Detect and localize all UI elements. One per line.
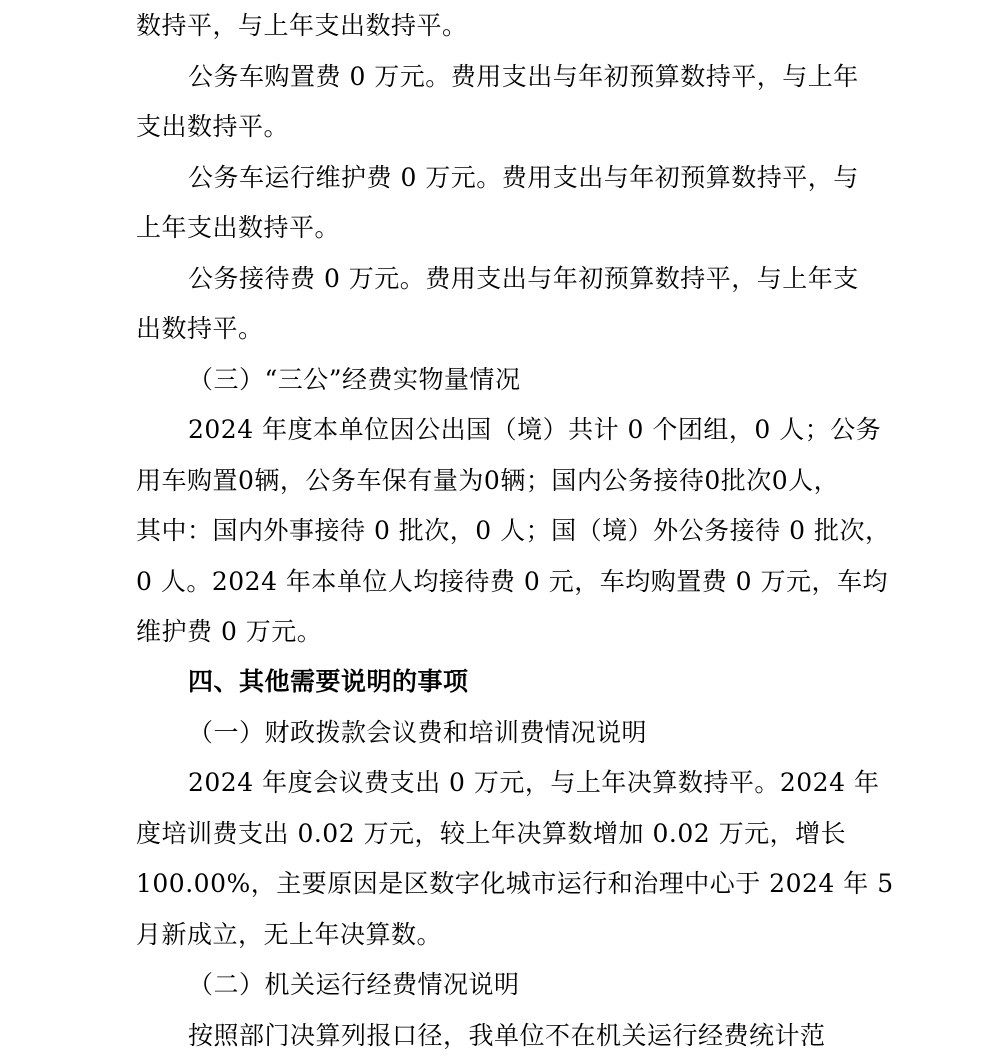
paragraph-line: 100.00%，主要原因是区数字化城市运行和治理中心于 2024 年 5 [136, 869, 894, 898]
paragraph-line: 度培训费支出 0.02 万元，较上年决算数增加 0.02 万元，增长 [136, 819, 847, 848]
paragraph-line: 月新成立，无上年决算数。 [136, 920, 443, 949]
paragraph-line: 公务车购置费 0 万元。费用支出与年初预算数持平，与上年 [188, 62, 859, 91]
paragraph-line: 上年支出数持平。 [136, 213, 341, 242]
paragraph-line: 0 人。2024 年本单位人均接待费 0 元，车均购置费 0 万元，车均 [136, 567, 889, 596]
paragraph-line: 2024 年度会议费支出 0 万元，与上年决算数持平。2024 年 [188, 768, 880, 797]
paragraph-line: 公务接待费 0 万元。费用支出与年初预算数持平，与上年支 [188, 264, 859, 293]
paragraph-line: 数持平，与上年支出数持平。 [136, 11, 468, 40]
paragraph-line: 2024 年度本单位因公出国（境）共计 0 个团组，0 人；公务 [188, 415, 882, 444]
paragraph-line: 维护费 0 万元。 [136, 617, 323, 646]
paragraph-line: 公务车运行维护费 0 万元。费用支出与年初预算数持平，与 [188, 163, 859, 192]
section-subheading: （二）机关运行经费情况说明 [188, 970, 520, 999]
paragraph-line: 用车购置0辆，公务车保有量为0辆；国内公务接待0批次0人， [136, 466, 840, 495]
paragraph-line: 支出数持平。 [136, 112, 290, 141]
paragraph-line: 按照部门决算列报口径，我单位不在机关运行经费统计范 [188, 1021, 826, 1050]
paragraph-line: 其中：国内外事接待 0 批次，0 人；国（境）外公务接待 0 批次， [136, 516, 891, 545]
section-subheading: （一）财政拨款会议费和培训费情况说明 [188, 718, 648, 747]
paragraph-line: 出数持平。 [136, 314, 264, 343]
section-heading: 四、其他需要说明的事项 [188, 667, 469, 696]
section-subheading: （三）“三公”经费实物量情况 [188, 365, 521, 394]
